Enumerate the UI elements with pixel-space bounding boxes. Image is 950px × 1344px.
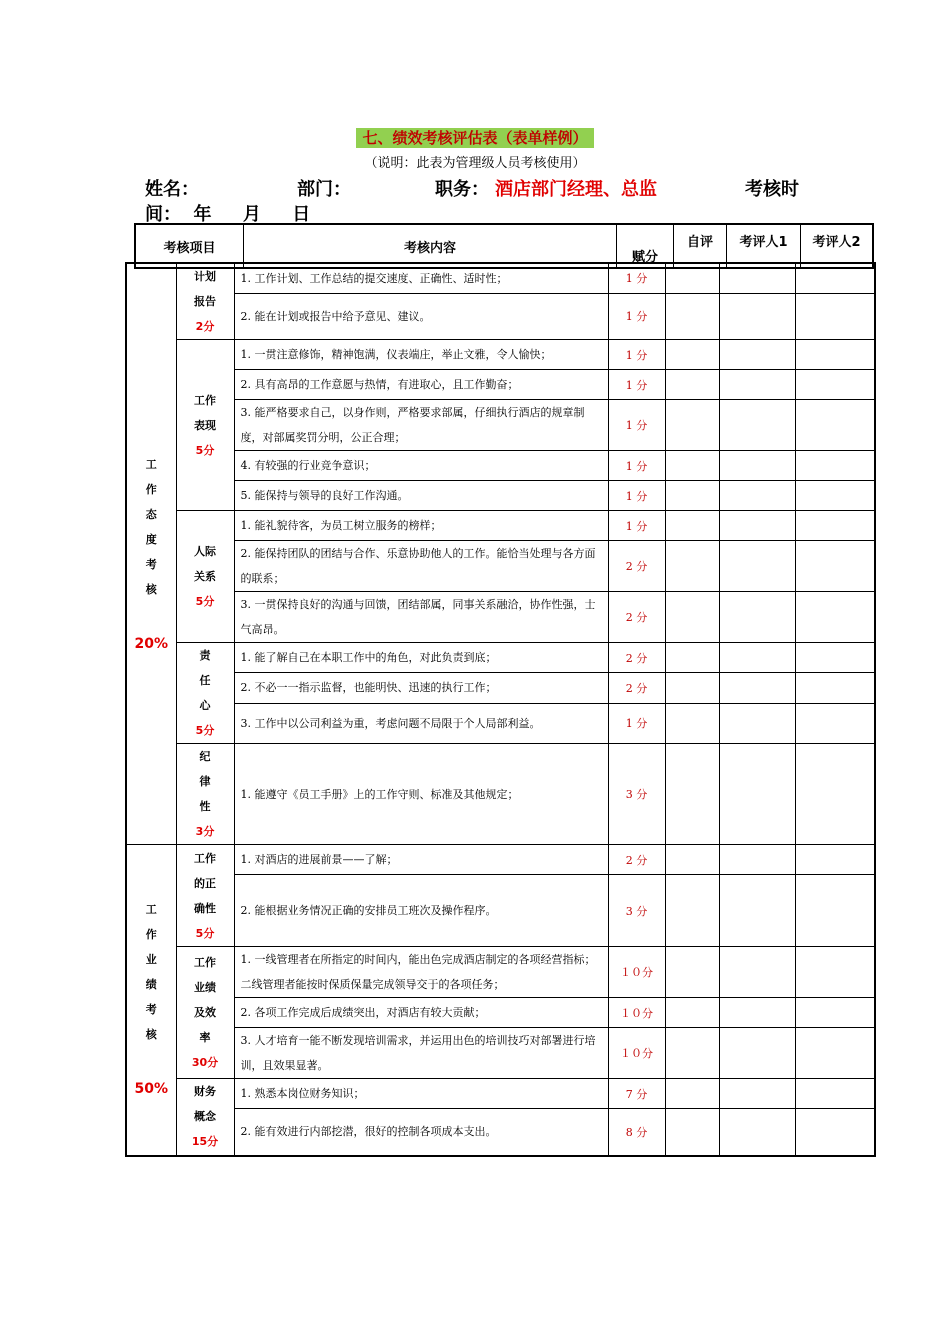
category-percent: 20% [134, 635, 168, 652]
item-text: 3. 工作中以公司利益为重，考虑问题不局限于个人局部利益。 [234, 703, 608, 743]
self-score-cell[interactable] [665, 673, 719, 703]
item-text: 4. 有较强的行业竞争意识； [234, 451, 608, 481]
item-text: 3. 能严格要求自己，以身作则，严格要求部属，仔细执行酒店的规章制度，对部属奖罚分明，公正合理； [234, 400, 608, 451]
item-text: 2. 不必一一指示监督，也能明快、迅速的执行工作； [234, 673, 608, 703]
table-row [126, 875, 875, 947]
reviewer2-score-cell[interactable] [795, 744, 875, 845]
reviewer1-score-cell[interactable] [719, 845, 795, 875]
position-label: 职务： [435, 179, 489, 200]
group-label: 计划报告 [194, 270, 216, 308]
reviewer2-score-cell[interactable] [795, 263, 875, 293]
reviewer2-score-cell[interactable] [795, 947, 875, 998]
item-score: 1 分 [608, 263, 665, 293]
table-row [126, 592, 875, 643]
item-text: 2. 能有效进行内部挖潜，很好的控制各项成本支出。 [234, 1109, 608, 1156]
group-points: 5分 [195, 724, 215, 737]
reviewer1-score-cell[interactable] [719, 673, 795, 703]
group-points: 2分 [195, 320, 215, 333]
item-score: 3 分 [608, 875, 665, 947]
form-subtitle: （说明：此表为管理级人员考核使用） [364, 156, 586, 171]
header-reviewer2: 考评人2 [801, 224, 874, 268]
reviewer1-score-cell[interactable] [719, 1109, 795, 1156]
category-cell [126, 845, 176, 1156]
item-text: 2. 能保持团队的团结与合作、乐意协助他人的工作。能恰当处理与各方面的联系； [234, 541, 608, 592]
item-score: １０分 [608, 1028, 665, 1079]
position-value: 酒店部门经理、总监 [495, 179, 657, 200]
table-row [126, 541, 875, 592]
reviewer1-score-cell[interactable] [719, 744, 795, 845]
reviewer2-score-cell[interactable] [795, 340, 875, 370]
item-text: 3. 人才培育一能不断发现培训需求，并运用出色的培训技巧对部署进行培训，且效果显著。 [234, 1028, 608, 1079]
header-self: 自评 [674, 224, 727, 268]
reviewer1-score-cell[interactable] [719, 370, 795, 400]
reviewer1-score-cell[interactable] [719, 263, 795, 293]
reviewer1-score-cell[interactable] [719, 400, 795, 451]
group-cell [176, 744, 234, 845]
table-row [126, 1109, 875, 1156]
reviewer1-score-cell[interactable] [719, 998, 795, 1028]
self-score-cell[interactable] [665, 744, 719, 845]
group-cell [176, 845, 234, 947]
self-score-cell[interactable] [665, 400, 719, 451]
item-text: 2. 能在计划或报告中给予意见、建议。 [234, 293, 608, 339]
reviewer2-score-cell[interactable] [795, 370, 875, 400]
reviewer1-score-cell[interactable] [719, 643, 795, 673]
group-label: 责任心 [199, 649, 211, 712]
group-label: 人际关系 [194, 545, 216, 583]
item-text: 2. 各项工作完成后成绩突出，对酒店有较大贡献； [234, 998, 608, 1028]
item-score: 8 分 [608, 1109, 665, 1156]
self-score-cell[interactable] [665, 340, 719, 370]
self-score-cell[interactable] [665, 511, 719, 541]
category-percent: 50% [134, 1081, 168, 1098]
reviewer1-score-cell[interactable] [719, 541, 795, 592]
item-score: １０分 [608, 998, 665, 1028]
evaluation-table [125, 262, 876, 1157]
table-row [126, 845, 875, 875]
group-cell [176, 511, 234, 643]
header-reviewer1: 考评人1 [727, 224, 801, 268]
reviewer2-score-cell[interactable] [795, 1079, 875, 1109]
item-text: 5. 能保持与领导的良好工作沟通。 [234, 481, 608, 511]
self-score-cell[interactable] [665, 998, 719, 1028]
item-text: 1. 能遵守《员工手册》上的工作守则、标准及其他规定； [234, 744, 608, 845]
self-score-cell[interactable] [665, 1079, 719, 1109]
item-score: 1 分 [608, 370, 665, 400]
table-row [126, 947, 875, 998]
reviewer2-score-cell[interactable] [795, 511, 875, 541]
header-content: 考核内容 [244, 224, 617, 268]
item-score: 2 分 [608, 643, 665, 673]
group-label: 工作业绩及效率 [194, 956, 216, 1044]
group-points: 5分 [195, 926, 215, 940]
item-score: 1 分 [608, 511, 665, 541]
header-item: 考核项目 [135, 224, 244, 268]
table-row [126, 643, 875, 673]
table-row [126, 511, 875, 541]
table-row [126, 400, 875, 451]
reviewer2-score-cell[interactable] [795, 673, 875, 703]
reviewer2-score-cell[interactable] [795, 845, 875, 875]
reviewer2-score-cell[interactable] [795, 643, 875, 673]
item-text: 2. 能根据业务情况正确的安排员工班次及操作程序。 [234, 875, 608, 947]
self-score-cell[interactable] [665, 703, 719, 743]
reviewer2-score-cell[interactable] [795, 1109, 875, 1156]
group-points: 30分 [191, 1056, 219, 1069]
reviewer2-score-cell[interactable] [795, 998, 875, 1028]
table-row [126, 744, 875, 845]
reviewer1-score-cell[interactable] [719, 875, 795, 947]
item-score: １０分 [608, 947, 665, 998]
table-row [126, 451, 875, 481]
form-title: 七、绩效考核评估表（表单样例） [0, 127, 950, 148]
group-label: 纪律性 [199, 750, 211, 813]
item-score: 2 分 [608, 673, 665, 703]
table-row [126, 998, 875, 1028]
reviewer2-score-cell[interactable] [795, 592, 875, 643]
table-row [126, 673, 875, 703]
self-score-cell[interactable] [665, 481, 719, 511]
group-cell [176, 340, 234, 511]
category-label: 工作态度考核 [145, 457, 157, 596]
group-points: 5分 [195, 595, 215, 608]
table-row [126, 370, 875, 400]
group-cell [176, 263, 234, 340]
category-label: 工作业绩考核 [145, 903, 157, 1042]
reviewer2-score-cell[interactable] [795, 400, 875, 451]
group-points: 5分 [195, 443, 215, 457]
item-text: 2. 具有高昂的工作意愿与热情，有进取心，且工作勤奋； [234, 370, 608, 400]
group-label: 工作表现 [194, 393, 216, 432]
self-score-cell[interactable] [665, 263, 719, 293]
item-text: 3. 一贯保持良好的沟通与回馈，团结部属，同事关系融洽，协作性强，士气高昂。 [234, 592, 608, 643]
self-score-cell[interactable] [665, 592, 719, 643]
reviewer2-score-cell[interactable] [795, 1028, 875, 1079]
reviewer2-score-cell[interactable] [795, 451, 875, 481]
group-label: 工作的正确性 [194, 851, 216, 915]
item-score: 1 分 [608, 451, 665, 481]
header-score: 赋分 [617, 224, 674, 268]
table-row [126, 481, 875, 511]
item-text: 1. 一贯注意修饰，精神饱满，仪表端庄，举止文雅，令人愉快； [234, 340, 608, 370]
item-score: 3 分 [608, 744, 665, 845]
reviewer1-score-cell[interactable] [719, 1028, 795, 1079]
self-score-cell[interactable] [665, 451, 719, 481]
dept-label: 部门： [297, 179, 351, 200]
item-score: 1 分 [608, 400, 665, 451]
item-text: 1. 熟悉本岗位财务知识； [234, 1079, 608, 1109]
reviewer1-score-cell[interactable] [719, 592, 795, 643]
item-text: 1. 一线管理者在所指定的时间内，能出色完成酒店制定的各项经营指标；二线管理者能按时保质保量完成领导交于的各项任务； [234, 947, 608, 998]
item-text: 1. 能了解自己在本职工作中的角色，对此负责到底； [234, 643, 608, 673]
reviewer1-score-cell[interactable] [719, 481, 795, 511]
time-label: 考核时 [745, 179, 799, 200]
name-label: 姓名： [145, 179, 199, 200]
reviewer1-score-cell[interactable] [719, 703, 795, 743]
reviewer2-score-cell[interactable] [795, 541, 875, 592]
table-row [126, 263, 875, 293]
item-score: 1 分 [608, 481, 665, 511]
self-score-cell[interactable] [665, 541, 719, 592]
self-score-cell[interactable] [665, 1028, 719, 1079]
item-score: 2 分 [608, 845, 665, 875]
group-label: 财务概念 [194, 1085, 216, 1124]
reviewer1-score-cell[interactable] [719, 293, 795, 339]
reviewer1-score-cell[interactable] [719, 511, 795, 541]
item-score: 2 分 [608, 541, 665, 592]
item-text: 1. 对酒店的进展前景——了解； [234, 845, 608, 875]
self-score-cell[interactable] [665, 845, 719, 875]
group-points: 15分 [191, 1135, 219, 1149]
self-score-cell[interactable] [665, 1109, 719, 1156]
item-score: 1 分 [608, 340, 665, 370]
item-score: 1 分 [608, 703, 665, 743]
table-row [126, 1028, 875, 1079]
group-points: 3分 [195, 825, 215, 838]
self-score-cell[interactable] [665, 875, 719, 947]
self-score-cell[interactable] [665, 643, 719, 673]
table-row [126, 340, 875, 370]
item-text: 1. 工作计划、工作总结的提交速度、正确性、适时性； [234, 263, 608, 293]
table-row [126, 703, 875, 743]
item-score: 1 分 [608, 293, 665, 339]
category-cell [126, 263, 176, 845]
group-cell [176, 1079, 234, 1156]
reviewer2-score-cell[interactable] [795, 293, 875, 339]
item-score: 7 分 [608, 1079, 665, 1109]
group-cell [176, 947, 234, 1079]
date-line: 间： 年 月 日 [145, 204, 311, 225]
reviewer2-score-cell[interactable] [795, 703, 875, 743]
item-text: 1. 能礼貌待客，为员工树立服务的榜样； [234, 511, 608, 541]
table-row [126, 293, 875, 339]
reviewer1-score-cell[interactable] [719, 947, 795, 998]
reviewer2-score-cell[interactable] [795, 481, 875, 511]
reviewer1-score-cell[interactable] [719, 340, 795, 370]
self-score-cell[interactable] [665, 947, 719, 998]
self-score-cell[interactable] [665, 370, 719, 400]
reviewer1-score-cell[interactable] [719, 451, 795, 481]
self-score-cell[interactable] [665, 293, 719, 339]
reviewer2-score-cell[interactable] [795, 875, 875, 947]
reviewer1-score-cell[interactable] [719, 1079, 795, 1109]
item-score: 2 分 [608, 592, 665, 643]
table-row [126, 1079, 875, 1109]
group-cell [176, 643, 234, 744]
info-line [145, 175, 799, 201]
